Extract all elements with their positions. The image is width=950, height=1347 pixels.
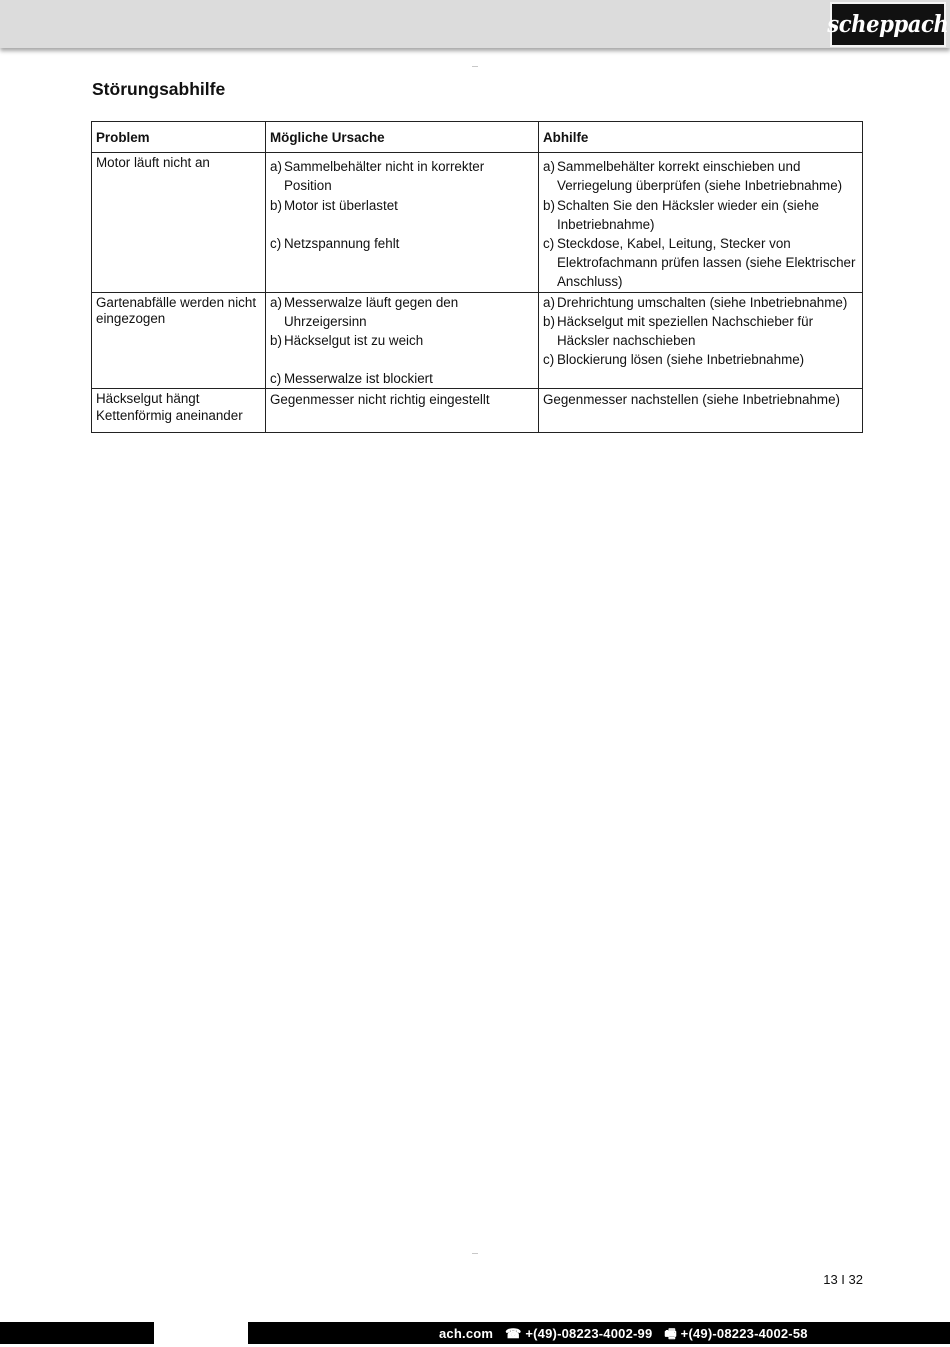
table-row [92, 292, 863, 389]
item-marker: a) [270, 159, 282, 175]
item-text: Sammelbehälter korrekt einschieben und Verriegelung überprüfen (siehe Inbetriebnahme) [557, 159, 843, 194]
table-row [92, 153, 863, 292]
item-marker: b) [543, 313, 555, 329]
spacer [270, 350, 534, 369]
cause-item [270, 157, 534, 195]
remedy-item [543, 350, 858, 369]
cause-cell: Gegenmesser nicht richtig eingestellt [266, 389, 539, 432]
item-text: Schalten Sie den Häcksler wieder ein (siehe Inbetriebnahme) [557, 197, 820, 232]
brand-logo [827, 2, 949, 47]
remedy-item [543, 196, 858, 234]
item-marker: c) [270, 371, 282, 387]
remedy-item [543, 234, 858, 292]
cause-item [270, 293, 534, 331]
header-problem: Problem [92, 122, 266, 153]
divider-tick [472, 1253, 478, 1254]
item-text: Motor ist überlastet [284, 197, 398, 213]
item-marker: a) [270, 294, 282, 310]
item-text: Messerwalze ist blockiert [284, 371, 433, 387]
footer-contact [439, 1325, 808, 1347]
item-text: Häckselgut ist zu weich [284, 333, 424, 349]
remedy-cell [539, 292, 863, 389]
troubleshooting-table [91, 121, 863, 433]
remedy-cell: Gegenmesser nachstellen (siehe Inbetriebnahme) [539, 389, 863, 432]
footer-fax: 🖷 +(49)-08223-4002-58 [664, 1326, 808, 1341]
item-marker: c) [543, 352, 555, 368]
page-number: 13 I 32 [823, 1272, 863, 1287]
footer-phone: ☎ +(49)-08223-4002-99 [505, 1326, 653, 1341]
header-band [0, 0, 950, 48]
problem-cell: Gartenabfälle werden nicht eingezogen [92, 292, 266, 389]
remedy-cell [539, 153, 863, 292]
footer-bar [0, 1322, 950, 1344]
table-header-row [92, 122, 863, 153]
brand-logo-text: scheppach [827, 11, 949, 38]
remedy-item [543, 312, 858, 350]
header-remedy: Abhilfe [539, 122, 863, 153]
spacer [270, 215, 534, 234]
problem-cell: Häckselgut hängt Kettenförmig aneinander [92, 389, 266, 432]
item-marker: b) [270, 333, 282, 349]
cause-cell [266, 153, 539, 292]
item-marker: b) [543, 197, 555, 213]
footer-gap [154, 1322, 248, 1344]
problem-cell: Motor läuft nicht an [92, 153, 266, 292]
item-text: Messerwalze läuft gegen den Uhrzeigersinn [284, 294, 459, 329]
table-row [92, 389, 863, 432]
cause-item [270, 196, 534, 215]
cause-cell [266, 292, 539, 389]
item-text: Steckdose, Kabel, Leitung, Stecker von Elektrofachmann prüfen lassen (siehe Elektrischer Anschluss) [557, 236, 856, 290]
remedy-item [543, 157, 858, 195]
header-cause: Mögliche Ursache [266, 122, 539, 153]
cause-item [270, 234, 534, 253]
cause-item [270, 369, 534, 388]
remedy-item [543, 293, 858, 312]
footer-web[interactable]: ach.com [439, 1326, 494, 1341]
page-title: Störungsabhilfe [92, 79, 226, 99]
item-text: Häckselgut mit speziellen Nachschieber für Häcksler nachschieben [557, 313, 814, 349]
item-marker: a) [543, 294, 555, 310]
item-text: Netzspannung fehlt [284, 235, 400, 251]
item-text: Sammelbehälter nicht in korrekter Position [284, 159, 485, 194]
item-text: Blockierung lösen (siehe Inbetriebnahme) [557, 352, 805, 368]
item-marker: c) [270, 235, 282, 251]
item-text: Drehrichtung umschalten (siehe Inbetriebnahme) [557, 294, 848, 310]
item-marker: b) [270, 197, 282, 213]
cause-item [270, 331, 534, 350]
item-marker: c) [543, 236, 555, 252]
divider-tick [472, 66, 478, 67]
item-marker: a) [543, 159, 555, 175]
